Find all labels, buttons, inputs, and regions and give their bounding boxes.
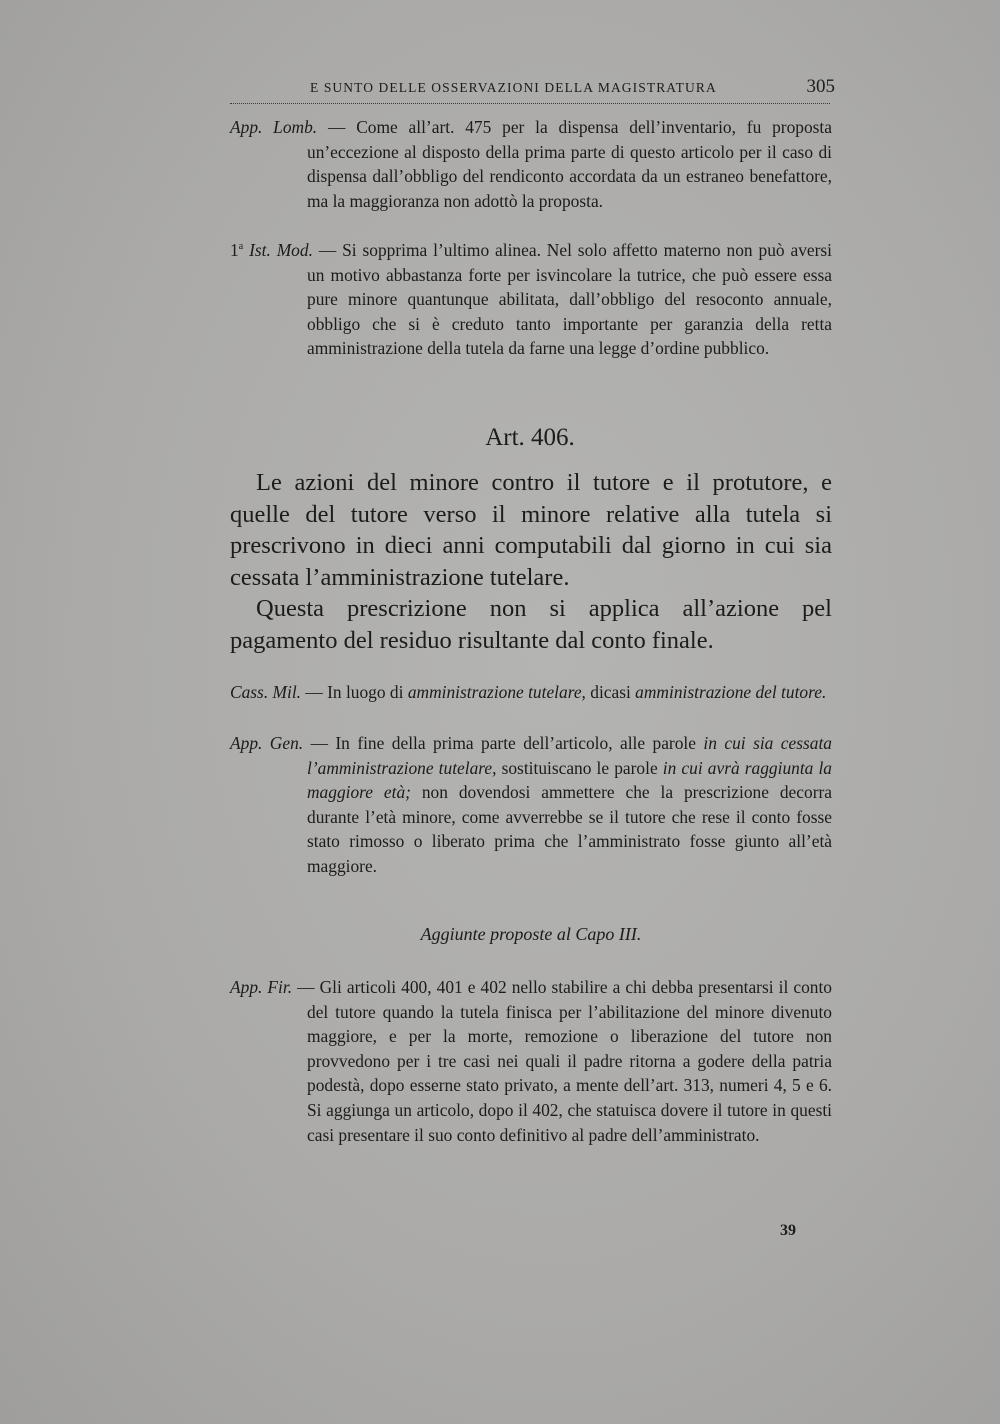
article-body xyxy=(230,467,832,657)
observation-text: — Come all’art. 475 per la dispensa dell’inventario, fu proposta un’eccezione al disposto della prima parte di questo articolo per il caso di dispensa dall’obbligo del rendiconto accordata da un estraneo benefattore, ma la maggioranza non adottò la proposta. xyxy=(307,117,832,211)
observation-text: — Si sopprima l’ultimo alinea. Nel solo affetto materno non può aversi un motivo abbastanza forte per isvincolare la tutrice, che può essere essa pure minore quantunque abilitata, dall’obbligo del resoconto annuale, obbligo che si è creduto tanto importante per garanzia della retta amministrazione della tutela da farne una legge d’ordine pubblico. xyxy=(307,240,832,359)
running-title: E SUNTO DELLE OSSERVAZIONI DELLA MAGISTRATURA xyxy=(310,80,717,95)
running-header xyxy=(230,76,835,102)
observation-cass-mil xyxy=(230,680,832,705)
observation-italic-2: amministrazione del tutore. xyxy=(635,682,827,702)
observation-app-fir xyxy=(230,975,832,1147)
source-number: 1 xyxy=(230,240,239,260)
article-title xyxy=(0,424,1000,452)
observation-text-post: non dovendosi ammettere che la prescrizione decorra durante l’età minore, come avverrebbe se il tutore che rese il conto fosse stato rimosso o liberato prima che l’amministrato fosse giunto all’età maggiore. xyxy=(307,782,832,876)
observation-app-gen xyxy=(230,731,832,879)
page-number: 305 xyxy=(806,76,835,97)
observation-text: — Gli articoli 400, 401 e 402 nello stabilire a chi debba presentarsi il conto del tutore quando la tutela finisca per l’abilitazione del minore divenuto maggiore, e per la morte, remozione o liberazione del tutore non provvedono per i tre casi nei quali il padre ritorna a godere della patria podestà, dopo esserne stato privato, a mente dell’art. 313, numeri 4, 5 e 6. Si aggiunga un articolo, dopo il 402, che statuisca dovere il tutore in questi casi presentare il suo conto definitivo al padre dell’amministrato. xyxy=(297,977,832,1145)
article-paragraph-2: Questa prescrizione non si applica all’azione pel pagamento del residuo risultante dal conto finale. xyxy=(230,595,832,654)
article-paragraph-1: Le azioni del minore contro il tutore e il protutore, e quelle del tutore verso il minore relative alla tutela si prescrivono in dieci anni computabili dal giorno in cui sia cessata l’amministrazione tutelare. xyxy=(230,469,832,591)
observation-text-pre: — In fine della prima parte dell’articolo, alle parole xyxy=(310,733,704,753)
section-heading: Aggiunte proposte al Capo III. xyxy=(420,924,642,944)
observation-text-pre: — In luogo di xyxy=(305,682,408,702)
header-rule xyxy=(230,103,830,104)
source-label: App. Lomb. xyxy=(230,117,318,137)
observation-italic-2: in cui avrà raggiunta la maggiore età; xyxy=(307,757,833,803)
observation-text-mid: dicasi xyxy=(585,682,636,702)
signature-mark: 39 xyxy=(780,1222,796,1239)
source-label: Ist. Mod. xyxy=(249,240,313,260)
observation-italic-1: amministrazione tutelare, xyxy=(407,682,586,702)
observation-ist-mod xyxy=(230,238,832,361)
observation-app-lomb xyxy=(230,115,832,213)
source-label: App. Fir. xyxy=(230,977,293,997)
source-label: Cass. Mil. xyxy=(230,682,302,702)
source-label: App. Gen. xyxy=(230,733,304,753)
observation-text-mid: sostituiscano le parole xyxy=(496,757,663,778)
observation-italic-1: in cui sia cessata l’amministrazione tutelare, xyxy=(307,733,832,778)
source-superscript: a xyxy=(238,241,244,252)
article-title-text: Art. 406. xyxy=(485,424,575,451)
